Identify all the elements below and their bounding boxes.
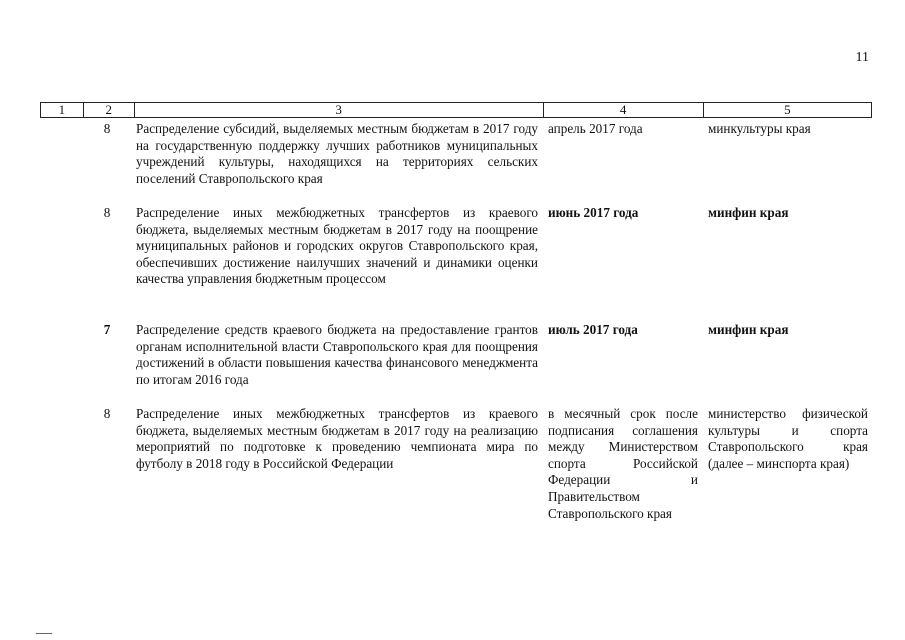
scan-artifact-line — [36, 633, 52, 634]
row-deadline: апрель 2017 года — [548, 121, 643, 136]
row-responsible: минкультуры края — [708, 121, 811, 136]
row-number: 8 — [103, 406, 111, 421]
row-deadline: июнь 2017 года — [548, 205, 639, 220]
row-responsible: минфин края — [708, 322, 789, 337]
page-number: 11 — [855, 50, 869, 65]
row-deadline: июль 2017 года — [548, 322, 638, 337]
row-description: Распределение иных межбюджетных трансфертов из краевого бюджета, выделяемых местным бюджетам в 2017 году на поощрение муниципальных районов и городских округов Ставропольского края, обеспечивших достижение наилучших значений и динамики оценки качества управления бюджетным процессом — [136, 205, 538, 287]
column-header-1: 1 — [41, 103, 84, 118]
column-header-4: 4 — [543, 103, 703, 118]
column-header-2: 2 — [83, 103, 134, 118]
column-header-row — [41, 103, 872, 118]
column-header-table — [40, 102, 872, 118]
row-number: 8 — [103, 205, 111, 220]
row-number: 8 — [103, 121, 111, 136]
row-description: Распределение средств краевого бюджета на предоставление грантов органам исполнительной власти Ставропольского края для поощрения достижений в области повышения качества финансового менеджмента по итогам 2016 года — [136, 322, 538, 387]
row-responsible: минфин края — [708, 205, 789, 220]
row-description: Распределение субсидий, выделяемых местным бюджетам в 2017 году на государственную поддержку лучших работников муниципальных учреждений культуры, находящихся на территориях сельских поселений Ставропольского края — [136, 121, 538, 186]
row-description: Распределение иных межбюджетных трансфертов из краевого бюджета, выделяемых местным бюджетам в 2017 году на реализацию мероприятий по подготовке к проведению чемпионата мира по футболу в 2018 году в Российской Федерации — [136, 406, 538, 471]
row-number: 7 — [103, 322, 111, 337]
column-header-3: 3 — [134, 103, 543, 118]
row-deadline: в месячный срок после подписания соглашения между Министерством спорта Российской Федерации и Правительством Ставропольского края — [548, 406, 698, 521]
column-header-5: 5 — [703, 103, 871, 118]
row-responsible: министерство физической культуры и спорта Ставропольского края (далее – минспорта края) — [708, 406, 868, 471]
